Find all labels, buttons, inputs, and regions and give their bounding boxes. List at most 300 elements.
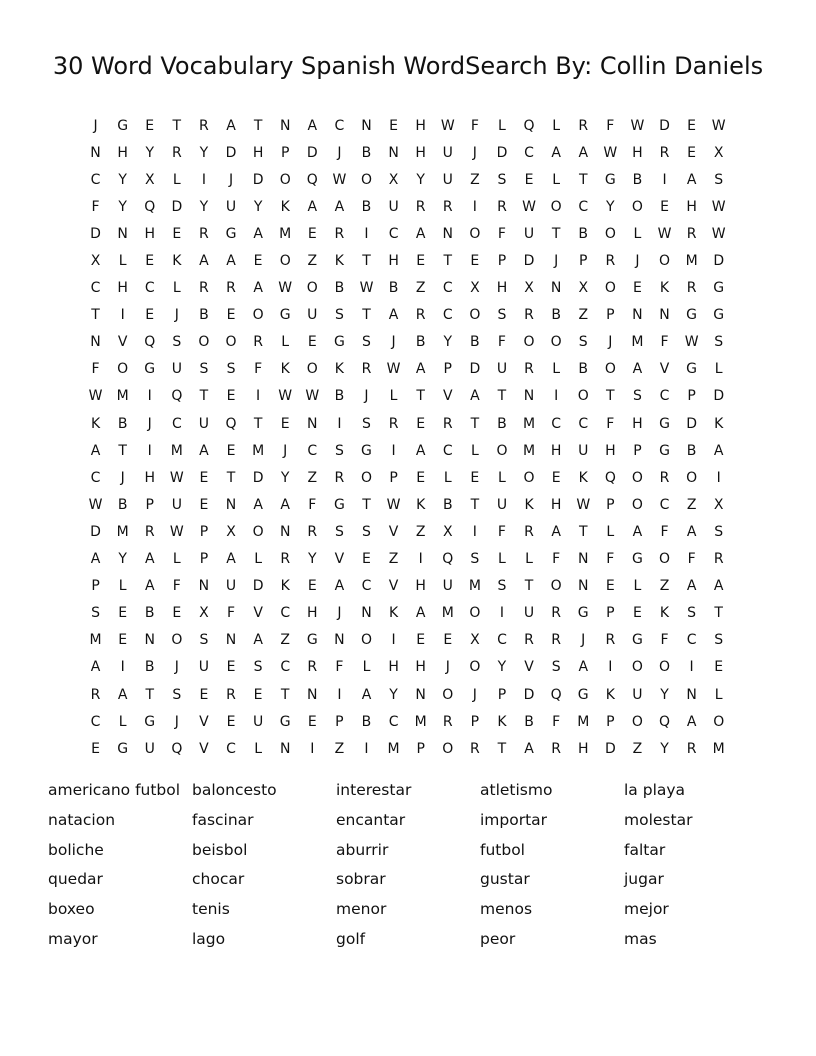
grid-cell: M xyxy=(116,523,129,540)
grid-cell: A xyxy=(415,442,426,459)
grid-cell: R xyxy=(551,740,561,757)
grid-cell: O xyxy=(225,334,237,351)
grid-cell: A xyxy=(686,713,697,730)
grid-row xyxy=(82,410,734,437)
grid-cell: L xyxy=(172,280,181,297)
grid-cell: C xyxy=(551,415,562,432)
grid-cell: G xyxy=(659,442,670,459)
grid-cell: P xyxy=(443,361,452,378)
grid-cell: O xyxy=(631,659,643,676)
grid-cell: F xyxy=(552,713,561,730)
grid-cell: P xyxy=(633,442,642,459)
grid-row xyxy=(82,193,734,220)
grid-cell: C xyxy=(226,740,236,757)
grid-cell: F xyxy=(687,551,696,568)
word-list-item: aburrir xyxy=(336,840,389,859)
grid-cell: T xyxy=(253,117,263,134)
grid-cell: S xyxy=(334,307,344,324)
grid-cell: G xyxy=(577,605,589,622)
grid-cell: E xyxy=(416,253,426,270)
grid-cell: A xyxy=(551,144,561,161)
grid-cell: R xyxy=(415,198,426,215)
grid-cell: K xyxy=(497,713,507,730)
grid-row xyxy=(82,329,734,356)
grid-cell: S xyxy=(497,578,507,595)
grid-cell: O xyxy=(306,361,318,378)
grid-cell: U xyxy=(307,307,318,324)
grid-cell: M xyxy=(523,415,536,432)
grid-cell: Y xyxy=(660,686,669,703)
grid-cell: T xyxy=(524,578,534,595)
grid-row xyxy=(82,139,734,166)
grid-cell: E xyxy=(632,280,642,297)
grid-cell: H xyxy=(415,144,426,161)
grid-cell: V xyxy=(388,523,399,540)
grid-cell: E xyxy=(389,117,398,134)
grid-cell: I xyxy=(472,198,477,215)
grid-cell: R xyxy=(524,307,534,324)
grid-row xyxy=(82,681,734,708)
grid-cell: C xyxy=(144,280,155,297)
grid-cell: Q xyxy=(225,415,237,432)
grid-cell: O xyxy=(659,253,671,270)
grid-cell: F xyxy=(91,198,100,215)
grid-cell: J xyxy=(635,253,640,270)
grid-cell: L xyxy=(714,686,723,703)
grid-cell: H xyxy=(117,144,128,161)
grid-cell: Y xyxy=(118,198,127,215)
grid-cell: E xyxy=(280,415,290,432)
grid-cell: U xyxy=(198,659,210,676)
word-list-item: quedar xyxy=(48,870,103,889)
grid-cell: O xyxy=(550,578,562,595)
grid-cell: T xyxy=(199,388,209,405)
grid-cell: Q xyxy=(659,713,671,730)
grid-cell: A xyxy=(334,198,345,215)
grid-cell: L xyxy=(552,361,561,378)
grid-cell: A xyxy=(226,551,236,568)
grid-cell: C xyxy=(90,280,101,297)
grid-cell: A xyxy=(199,442,209,459)
grid-cell: J xyxy=(445,659,450,676)
grid-cell: L xyxy=(498,469,506,486)
grid-cell: X xyxy=(524,280,534,297)
word-list-item: mejor xyxy=(624,900,669,919)
grid-cell: K xyxy=(90,415,101,432)
grid-cell: Y xyxy=(253,198,263,215)
grid-cell: B xyxy=(578,361,589,378)
grid-cell: G xyxy=(604,171,616,188)
grid-cell: B xyxy=(686,442,697,459)
grid-cell: S xyxy=(497,171,507,188)
grid-cell: C xyxy=(659,388,670,405)
grid-cell: T xyxy=(362,307,371,324)
grid-cell: I xyxy=(337,415,342,432)
grid-cell: J xyxy=(581,632,586,649)
grid-row xyxy=(82,735,734,762)
grid-cell: R xyxy=(524,361,534,378)
grid-cell: L xyxy=(606,523,615,540)
grid-cell: B xyxy=(334,388,345,405)
grid-cell: U xyxy=(171,361,182,378)
grid-cell: Z xyxy=(686,496,697,513)
grid-cell: M xyxy=(252,442,265,459)
word-list-item: mayor xyxy=(48,929,98,948)
grid-cell: G xyxy=(659,415,670,432)
grid-cell: P xyxy=(606,713,615,730)
grid-cell: B xyxy=(632,171,643,188)
grid-cell: J xyxy=(228,171,234,188)
grid-cell: L xyxy=(118,578,127,595)
grid-cell: G xyxy=(631,551,643,568)
grid-row xyxy=(82,302,734,329)
grid-cell: J xyxy=(554,253,559,270)
grid-cell: J xyxy=(283,442,288,459)
grid-cell: I xyxy=(472,523,477,540)
grid-cell: K xyxy=(524,496,534,513)
grid-cell: G xyxy=(333,334,345,351)
grid-cell: K xyxy=(388,605,399,622)
grid-cell: A xyxy=(551,523,561,540)
grid-cell: A xyxy=(334,578,345,595)
grid-cell: T xyxy=(145,686,155,703)
grid-cell: W xyxy=(711,198,726,215)
grid-cell: J xyxy=(120,469,125,486)
grid-cell: L xyxy=(389,388,398,405)
grid-cell: S xyxy=(172,334,182,351)
grid-row xyxy=(82,654,734,681)
grid-cell: D xyxy=(252,578,264,595)
grid-cell: F xyxy=(660,632,669,649)
grid-cell: G xyxy=(279,307,291,324)
grid-cell: O xyxy=(523,469,535,486)
grid-cell: R xyxy=(253,334,263,351)
word-list-item: faltar xyxy=(624,840,666,859)
grid-row xyxy=(82,573,734,600)
page-title: 30 Word Vocabulary Spanish WordSearch By: Collin Daniels xyxy=(52,52,764,80)
grid-cell: E xyxy=(253,253,263,270)
grid-cell: X xyxy=(470,632,480,649)
grid-cell: A xyxy=(253,496,263,513)
grid-cell: T xyxy=(362,253,371,270)
grid-cell: L xyxy=(498,551,506,568)
grid-cell: T xyxy=(416,388,425,405)
grid-cell: D xyxy=(523,253,535,270)
grid-cell: R xyxy=(361,361,372,378)
grid-cell: S xyxy=(714,632,724,649)
grid-cell: Z xyxy=(415,523,426,540)
word-list-item: lago xyxy=(192,929,226,948)
grid-cell: C xyxy=(334,117,345,134)
grid-cell: E xyxy=(416,632,426,649)
grid-cell: O xyxy=(631,198,643,215)
grid-cell: C xyxy=(90,713,101,730)
grid-cell: J xyxy=(364,388,369,405)
grid-cell: M xyxy=(170,442,183,459)
grid-cell: F xyxy=(497,225,506,242)
grid-cell: D xyxy=(306,144,318,161)
grid-cell: J xyxy=(174,307,179,324)
word-list-item: golf xyxy=(336,929,366,948)
grid-cell: C xyxy=(280,605,291,622)
grid-cell: K xyxy=(659,605,670,622)
grid-cell: S xyxy=(334,442,344,459)
grid-cell: C xyxy=(442,280,453,297)
grid-cell: I xyxy=(662,171,667,188)
grid-cell: A xyxy=(713,578,724,595)
grid-cell: R xyxy=(226,280,236,297)
grid-cell: A xyxy=(253,280,263,297)
grid-cell: F xyxy=(254,361,263,378)
grid-cell: U xyxy=(388,198,399,215)
grid-cell: U xyxy=(171,496,182,513)
grid-cell: X xyxy=(199,605,209,622)
grid-cell: R xyxy=(469,740,480,757)
grid-cell: N xyxy=(225,632,237,649)
grid-cell: E xyxy=(307,713,317,730)
grid-cell: E xyxy=(226,659,236,676)
grid-cell: X xyxy=(388,171,399,188)
grid-cell: Z xyxy=(388,551,399,568)
grid-cell: R xyxy=(307,659,318,676)
grid-cell: E xyxy=(199,496,209,513)
grid-cell: N xyxy=(279,117,291,134)
grid-row xyxy=(82,600,734,627)
grid-cell: E xyxy=(524,171,534,188)
grid-cell: K xyxy=(334,253,344,270)
grid-cell: J xyxy=(337,144,342,161)
grid-cell: N xyxy=(117,225,128,242)
grid-cell: R xyxy=(199,280,209,297)
grid-cell: F xyxy=(308,496,317,513)
grid-cell: P xyxy=(91,578,100,595)
grid-cell: V xyxy=(117,334,128,351)
grid-cell: A xyxy=(90,659,101,676)
grid-cell: P xyxy=(687,388,696,405)
grid-cell: E xyxy=(307,578,317,595)
grid-cell: Q xyxy=(550,686,562,703)
grid-cell: X xyxy=(713,144,724,161)
grid-cell: E xyxy=(551,469,561,486)
grid-cell: N xyxy=(523,388,535,405)
grid-cell: L xyxy=(172,171,181,188)
grid-cell: R xyxy=(144,523,155,540)
grid-cell: Y xyxy=(280,469,290,486)
grid-cell: C xyxy=(442,307,453,324)
grid-cell: F xyxy=(226,605,236,622)
grid-cell: A xyxy=(361,686,372,703)
grid-cell: G xyxy=(144,713,156,730)
grid-cell: Y xyxy=(416,171,425,188)
grid-cell: Q xyxy=(144,198,156,215)
grid-cell: Z xyxy=(334,740,345,757)
grid-cell: A xyxy=(388,307,399,324)
grid-cell: N xyxy=(90,334,101,351)
grid-cell: N xyxy=(198,578,210,595)
grid-row xyxy=(82,491,734,518)
grid-cell: U xyxy=(578,442,589,459)
grid-cell: C xyxy=(90,469,101,486)
grid-cell: W xyxy=(711,225,726,242)
grid-cell: H xyxy=(144,469,155,486)
grid-cell: I xyxy=(147,442,152,459)
grid-cell: I xyxy=(554,388,559,405)
grid-cell: N xyxy=(632,307,643,324)
grid-cell: B xyxy=(415,334,426,351)
grid-cell: F xyxy=(606,415,615,432)
grid-cell: Z xyxy=(470,171,480,188)
grid-cell: W xyxy=(332,171,347,188)
grid-cell: S xyxy=(172,686,182,703)
word-list-item: chocar xyxy=(192,870,245,889)
grid-cell: O xyxy=(604,361,616,378)
grid-cell: O xyxy=(496,442,508,459)
grid-cell: P xyxy=(606,496,615,513)
grid-cell: V xyxy=(199,740,209,757)
grid-cell: W xyxy=(630,117,645,134)
grid-cell: B xyxy=(334,280,345,297)
grid-cell: C xyxy=(659,496,670,513)
grid-cell: U xyxy=(225,198,237,215)
grid-cell: U xyxy=(442,171,453,188)
grid-cell: E xyxy=(226,442,236,459)
grid-cell: B xyxy=(117,496,128,513)
grid-cell: W xyxy=(386,361,401,378)
grid-cell: O xyxy=(523,334,535,351)
grid-cell: O xyxy=(171,632,183,649)
grid-cell: A xyxy=(199,253,209,270)
grid-row xyxy=(82,356,734,383)
grid-cell: R xyxy=(686,225,697,242)
grid-cell: R xyxy=(415,307,426,324)
grid-cell: X xyxy=(442,523,453,540)
grid-cell: R xyxy=(524,632,534,649)
grid-cell: C xyxy=(361,578,372,595)
grid-cell: M xyxy=(468,578,481,595)
grid-cell: L xyxy=(172,551,181,568)
grid-cell: U xyxy=(252,713,264,730)
grid-row xyxy=(82,708,734,735)
grid-cell: A xyxy=(307,117,318,134)
grid-row xyxy=(82,247,734,274)
grid-cell: S xyxy=(687,605,697,622)
grid-cell: X xyxy=(578,280,589,297)
grid-cell: S xyxy=(253,659,263,676)
grid-cell: E xyxy=(470,469,480,486)
grid-cell: Y xyxy=(308,551,317,568)
grid-cell: H xyxy=(577,740,589,757)
grid-cell: H xyxy=(415,578,426,595)
grid-cell: I xyxy=(418,551,423,568)
grid-cell: S xyxy=(334,523,344,540)
grid-cell: Q xyxy=(442,551,454,568)
grid-cell: A xyxy=(307,198,318,215)
word-list-item: sobrar xyxy=(336,870,386,889)
grid-cell: O xyxy=(360,632,372,649)
grid-cell: O xyxy=(550,334,562,351)
grid-cell: D xyxy=(686,415,697,432)
grid-cell: L xyxy=(633,225,642,242)
grid-cell: J xyxy=(608,334,613,351)
grid-cell: I xyxy=(120,659,125,676)
grid-cell: E xyxy=(145,307,155,324)
grid-cell: E xyxy=(145,117,155,134)
grid-cell: Y xyxy=(145,144,155,161)
grid-cell: O xyxy=(469,307,481,324)
grid-cell: W xyxy=(359,280,374,297)
grid-cell: L xyxy=(633,578,642,595)
grid-cell: M xyxy=(89,632,102,649)
grid-cell: X xyxy=(90,253,101,270)
grid-cell: P xyxy=(497,253,507,270)
grid-cell: W xyxy=(88,496,103,513)
grid-cell: P xyxy=(145,496,154,513)
grid-cell: A xyxy=(144,551,155,568)
grid-cell: W xyxy=(576,496,591,513)
grid-cell: U xyxy=(523,605,535,622)
grid-cell: S xyxy=(578,334,588,351)
grid-cell: D xyxy=(713,253,725,270)
grid-cell: J xyxy=(391,334,396,351)
grid-cell: O xyxy=(442,686,454,703)
grid-cell: W xyxy=(657,225,672,242)
grid-cell: E xyxy=(172,225,182,242)
grid-cell: U xyxy=(442,578,453,595)
grid-cell: P xyxy=(497,686,507,703)
word-list-item: boliche xyxy=(48,840,104,859)
grid-cell: T xyxy=(470,496,480,513)
grid-cell: E xyxy=(91,740,100,757)
grid-cell: G xyxy=(631,632,643,649)
grid-row xyxy=(82,518,734,545)
grid-row xyxy=(82,383,734,410)
grid-cell: E xyxy=(307,334,317,351)
grid-cell: I xyxy=(364,740,369,757)
grid-cell: E xyxy=(632,605,642,622)
grid-cell: D xyxy=(90,225,101,242)
grid-cell: L xyxy=(525,551,533,568)
grid-cell: Y xyxy=(497,659,507,676)
grid-cell: D xyxy=(523,686,535,703)
grid-cell: G xyxy=(361,442,372,459)
grid-cell: E xyxy=(687,144,697,161)
grid-cell: F xyxy=(335,659,344,676)
grid-cell: N xyxy=(388,144,399,161)
grid-cell: K xyxy=(605,686,615,703)
grid-cell: D xyxy=(713,388,725,405)
grid-cell: A xyxy=(280,496,290,513)
grid-cell: P xyxy=(579,253,588,270)
grid-cell: E xyxy=(253,686,263,703)
grid-cell: B xyxy=(497,415,507,432)
grid-cell: E xyxy=(226,307,236,324)
grid-cell: V xyxy=(334,551,345,568)
grid-cell: N xyxy=(334,632,345,649)
grid-cell: T xyxy=(606,388,615,405)
grid-cell: N xyxy=(361,117,372,134)
grid-cell: I xyxy=(608,659,613,676)
grid-cell: A xyxy=(578,659,589,676)
word-list-item: interestar xyxy=(336,781,412,799)
grid-cell: Q xyxy=(523,117,535,134)
grid-cell: O xyxy=(306,280,318,297)
grid-cell: A xyxy=(578,144,589,161)
grid-cell: Z xyxy=(415,280,426,297)
grid-cell: E xyxy=(145,253,155,270)
grid-cell: H xyxy=(550,442,562,459)
word-list-item: fascinar xyxy=(192,810,254,829)
grid-cell: I xyxy=(689,659,694,676)
